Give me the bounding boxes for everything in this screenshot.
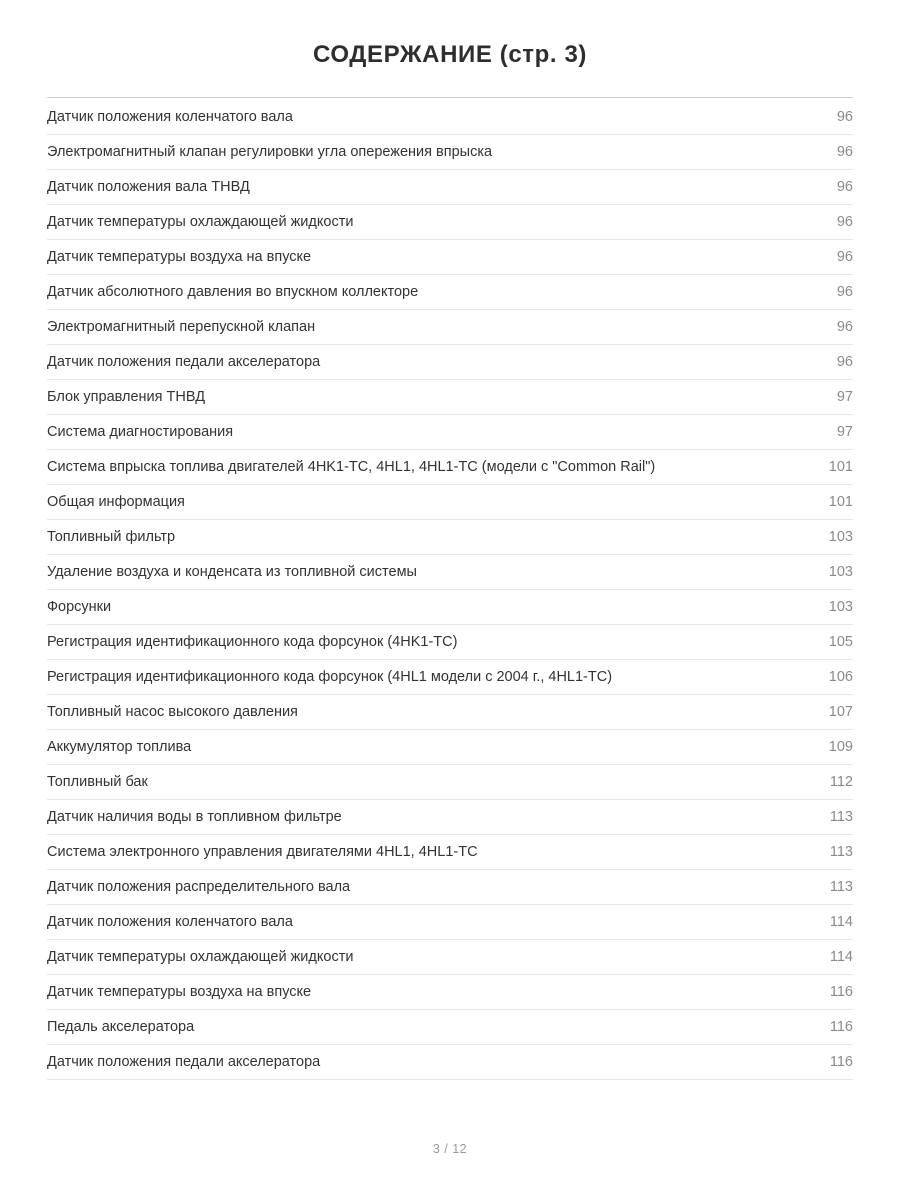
toc-entry-title: Электромагнитный клапан регулировки угла опережения впрыска (47, 144, 493, 160)
toc-entry-page-number: 97 (836, 424, 853, 440)
toc-entry-title: Регистрация идентификационного кода форсунок (4HK1-TC) (47, 634, 458, 650)
toc-entry[interactable] (47, 275, 853, 310)
toc-entry-page-number: 96 (836, 284, 853, 300)
toc-entry-title: Регистрация идентификационного кода форсунок (4HL1 модели с 2004 г., 4HL1-TC) (47, 669, 613, 685)
toc-entry[interactable] (47, 1045, 853, 1080)
toc-entry[interactable] (47, 905, 853, 940)
toc-entry[interactable] (47, 345, 853, 380)
toc-entry-page-number: 101 (828, 494, 853, 510)
toc-entry-page-number: 103 (828, 564, 853, 580)
toc-entry[interactable] (47, 590, 853, 625)
toc-entry-page-number: 96 (836, 144, 853, 160)
toc-entry-title: Общая информация (47, 494, 185, 510)
toc-entry-page-number: 114 (829, 914, 853, 930)
toc-entry[interactable] (47, 205, 853, 240)
toc-entry-page-number: 113 (829, 844, 853, 860)
toc-entry-title: Блок управления ТНВД (47, 389, 206, 405)
toc-entry-page-number: 106 (828, 669, 853, 685)
toc-entry[interactable] (47, 695, 853, 730)
table-of-contents (47, 98, 853, 1080)
toc-entry[interactable] (47, 730, 853, 765)
toc-entry[interactable] (47, 415, 853, 450)
toc-entry[interactable] (47, 765, 853, 800)
toc-entry-title: Электромагнитный перепускной клапан (47, 319, 316, 335)
toc-entry-page-number: 96 (836, 249, 853, 265)
toc-entry-title: Датчик температуры воздуха на впуске (47, 249, 312, 265)
toc-entry-page-number: 116 (829, 984, 853, 1000)
toc-entry-page-number: 105 (828, 634, 853, 650)
toc-entry[interactable] (47, 240, 853, 275)
toc-entry-page-number: 96 (836, 319, 853, 335)
toc-entry-page-number: 113 (829, 809, 853, 825)
toc-entry-page-number: 96 (836, 354, 853, 370)
toc-entry-title: Топливный бак (47, 774, 148, 790)
toc-entry-page-number: 103 (828, 529, 853, 545)
toc-entry-page-number: 101 (828, 459, 853, 475)
toc-entry-title: Датчик положения распределительного вала (47, 879, 351, 895)
toc-entry[interactable] (47, 870, 853, 905)
toc-entry-page-number: 116 (829, 1054, 853, 1070)
toc-entry-title: Датчик температуры охлаждающей жидкости (47, 214, 354, 230)
toc-entry-title: Датчик температуры охлаждающей жидкости (47, 949, 354, 965)
toc-entry-page-number: 96 (836, 109, 853, 125)
toc-entry-page-number: 116 (829, 1019, 853, 1035)
toc-entry-title: Форсунки (47, 599, 112, 615)
toc-entry-title: Система диагностирования (47, 424, 234, 440)
toc-entry-page-number: 109 (828, 739, 853, 755)
toc-entry[interactable] (47, 940, 853, 975)
toc-entry-title: Педаль акселератора (47, 1019, 195, 1035)
toc-entry-title: Датчик положения коленчатого вала (47, 914, 293, 930)
toc-entry-title: Топливный насос высокого давления (47, 704, 298, 720)
toc-entry[interactable] (47, 170, 853, 205)
toc-entry[interactable] (47, 660, 853, 695)
toc-entry[interactable] (47, 1010, 853, 1045)
toc-entry[interactable] (47, 380, 853, 415)
toc-entry[interactable] (47, 520, 853, 555)
toc-entry-page-number: 113 (829, 879, 853, 895)
toc-entry-title: Аккумулятор топлива (47, 739, 192, 755)
page-title: СОДЕРЖАНИЕ (стр. 3) (313, 41, 587, 68)
toc-entry-page-number: 96 (836, 179, 853, 195)
toc-entry-title: Топливный фильтр (47, 529, 176, 545)
toc-entry-page-number: 103 (828, 599, 853, 615)
toc-entry[interactable] (47, 625, 853, 660)
toc-entry-page-number: 96 (836, 214, 853, 230)
toc-entry[interactable] (47, 98, 853, 135)
toc-entry-title: Датчик абсолютного давления во впускном коллекторе (47, 284, 419, 300)
toc-entry-title: Датчик положения педали акселератора (47, 1054, 321, 1070)
toc-entry-title: Датчик положения вала ТНВД (47, 179, 250, 195)
toc-entry[interactable] (47, 485, 853, 520)
toc-entry-title: Датчик наличия воды в топливном фильтре (47, 809, 342, 825)
toc-entry[interactable] (47, 555, 853, 590)
toc-entry-title: Датчик положения педали акселератора (47, 354, 321, 370)
toc-entry[interactable] (47, 800, 853, 835)
toc-entry[interactable] (47, 975, 853, 1010)
toc-entry-page-number: 107 (828, 704, 853, 720)
toc-entry-title: Датчик температуры воздуха на впуске (47, 984, 312, 1000)
toc-entry[interactable] (47, 835, 853, 870)
page-footer: 3 / 12 (432, 1142, 468, 1156)
toc-entry[interactable] (47, 310, 853, 345)
toc-entry[interactable] (47, 450, 853, 485)
toc-entry-title: Удаление воздуха и конденсата из топливной системы (47, 564, 417, 580)
toc-entry-page-number: 114 (829, 949, 853, 965)
toc-entry-title: Система электронного управления двигателями 4HL1, 4HL1-TC (47, 844, 478, 860)
toc-entry-title: Система впрыска топлива двигателей 4HK1-TC, 4HL1, 4HL1-TC (модели с "Common Rail") (47, 459, 656, 475)
toc-entry[interactable] (47, 135, 853, 170)
toc-entry-title: Датчик положения коленчатого вала (47, 109, 293, 125)
toc-entry-page-number: 97 (836, 389, 853, 405)
toc-entry-page-number: 112 (829, 774, 853, 790)
